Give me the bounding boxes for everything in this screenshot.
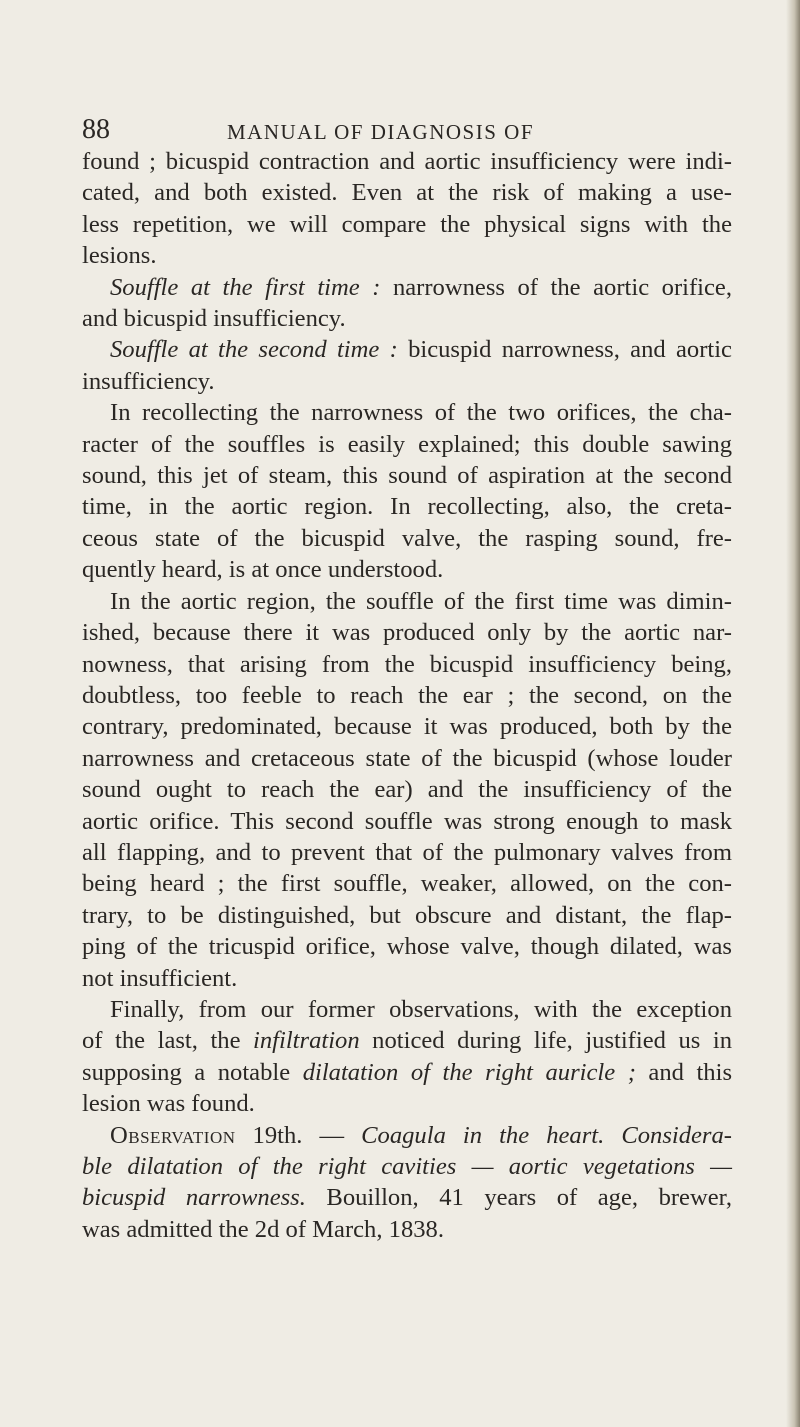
text-line: was admitted the 2d of March, 1838. — [82, 1215, 444, 1243]
text-line: ished, because there it was produced only by the aortic nar- — [82, 619, 732, 647]
text-line: Souffle at the first time : narrowness of the aortic orifice, — [110, 273, 732, 301]
text-line: aortic orifice. This second souffle was strong enough to mask — [82, 807, 732, 835]
text-line: Souffle at the second time : bicuspid narrowness, and aortic — [110, 336, 732, 364]
text-line: Observation 19th. — Coagula in the heart. Considera- — [110, 1121, 732, 1149]
italic-run: bicuspid narrowness. — [82, 1184, 306, 1212]
text-line: less repetition, we will compare the physical signs with the — [82, 210, 732, 238]
italic-run: Coagula in the heart. Considera- — [361, 1121, 732, 1149]
text-line — [82, 1151, 732, 1182]
text-line: trary, to be distinguished, but obscure and distant, the flap- — [82, 901, 732, 929]
text-line: In the aortic region, the souffle of the first time was dimin- — [110, 587, 732, 615]
italic-run: Souffle at the first time : — [110, 273, 381, 301]
text-line: being heard ; the first souffle, weaker, allowed, on the con- — [82, 870, 732, 898]
text-line: quently heard, is at once understood. — [82, 556, 444, 584]
italic-run: Souffle at the second time : — [110, 336, 398, 364]
text-line: of the last, the infiltration noticed during life, justified us in — [82, 1027, 732, 1055]
body-text — [82, 146, 732, 1245]
text-line: In recollecting the narrowness of the two orifices, the cha- — [110, 399, 732, 427]
text-line: Finally, from our former observations, with the exception — [110, 995, 732, 1023]
text-line: lesions. — [82, 242, 157, 270]
text-line: lesion was found. — [82, 1090, 255, 1118]
text-line: cated, and both existed. Even at the risk of making a use- — [82, 179, 732, 207]
text-line: ping of the tricuspid orifice, whose valve, though dilated, was — [82, 933, 732, 961]
running-title: MANUAL OF DIAGNOSIS OF — [227, 120, 534, 144]
text-line: and bicuspid insufficiency. — [82, 305, 346, 333]
text-line: contrary, predominated, because it was produced, both by the — [82, 713, 732, 741]
text-line: narrowness and cretaceous state of the bicuspid (whose louder — [82, 744, 732, 772]
italic-run: ble dilatation of the right cavities — aortic vegetations — — [82, 1153, 732, 1180]
text-line: bicuspid narrowness. Bouillon, 41 years of age, brewer, — [82, 1184, 733, 1212]
text-line: not insufficient. — [82, 964, 238, 992]
page-number: 88 — [82, 114, 110, 145]
page-edge-shadow — [786, 0, 800, 1427]
italic-run: dilatation of the right auricle ; — [302, 1058, 636, 1086]
text-line: ceous state of the bicuspid valve, the rasping sound, fre- — [82, 524, 732, 552]
text-line: sound, this jet of steam, this sound of aspiration at the second — [82, 462, 732, 490]
text-line: nowness, that arising from the bicuspid insufficiency being, — [82, 650, 732, 678]
text-line: doubtless, too feeble to reach the ear ; the second, on the — [82, 681, 732, 709]
text-line: all flapping, and to prevent that of the pulmonary valves from — [82, 838, 732, 866]
text-line: time, in the aortic region. In recollecting, also, the creta- — [82, 493, 732, 521]
text-line: insufficiency. — [82, 367, 215, 395]
text-line: found ; bicuspid contraction and aortic insufficiency were indi- — [82, 148, 732, 175]
italic-run: infiltration — [253, 1027, 360, 1055]
text-line: racter of the souffles is easily explained; this double sawing — [82, 430, 732, 458]
page-header — [82, 110, 732, 150]
small-caps-run: Observation — [110, 1121, 236, 1149]
text-line: sound ought to reach the ear) and the insufficiency of the — [82, 776, 732, 804]
text-line: supposing a notable dilatation of the right auricle ; and this — [82, 1058, 733, 1086]
